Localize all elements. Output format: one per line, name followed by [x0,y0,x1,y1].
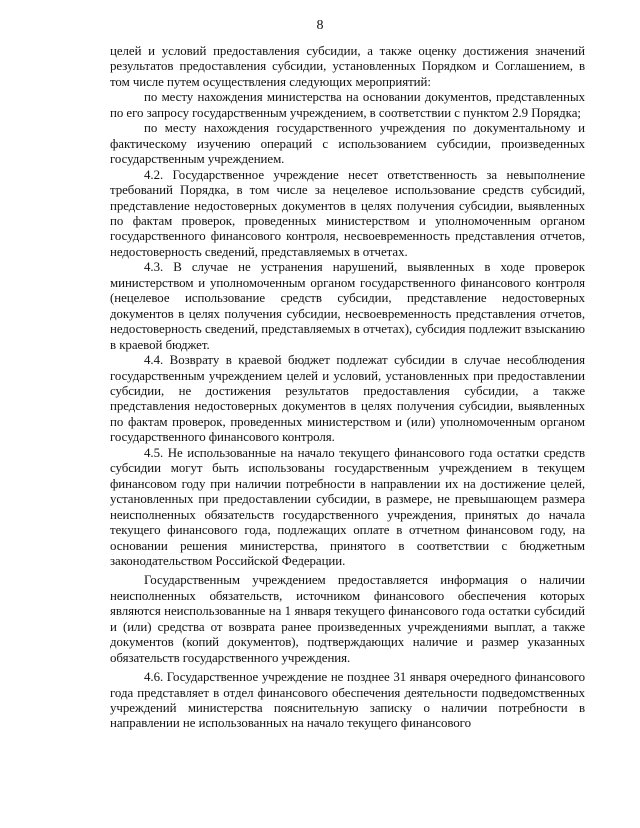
paragraph-control-intro: целей и условий предоставления субсидии, а также оценку достижения значений результатов предоставления субсидии, установленных Порядком и Соглашением, в том числе путем осуществления следующих мероприятий: [110,44,585,89]
paragraph-4-2: 4.2. Государственное учреждение несет ответственность за невыполнение требований Порядка, в том числе за нецелевое использование средств субсидий, представление недостоверных документов в целях получения субсидии, выявленных по фактам проверок, проведенных министерством и уполномоченным органом государственного финансового контроля, несвоевременность представления отчетов, недостоверность сведений, представляемых в отчетах. [110,167,585,259]
paragraph-institution-location: по месту нахождения государственного учреждения по документальному и фактическому изучению операций с использованием субсидии, произведенных государственным учреждением. [110,121,585,167]
paragraph-obligations-info: Государственным учреждением предоставляется информация о наличии неисполненных обязательств, источником финансового обеспечения которых являются неиспользованные на 1 января текущего финансового года остатки субсидий и (или) средства от возврата ранее произведенных учреждениями выплат, а также документов (копий документов), подтверждающих наличие и размер указанных обязательств государственного учреждения. [110,573,585,665]
paragraph-4-4: 4.4. Возврату в краевой бюджет подлежат субсидии в случае несоблюдения государственным учреждением целей и условий, установленных при предоставлении субсидии, не достижения результатов предоставления субсидии, а также представления недостоверных документов в целях получения субсидии, выявленных по фактам проверок, проведенных министерством и (или) уполномоченным органом государственного финансового контроля. [110,353,585,445]
page-number: 8 [316,18,324,33]
paragraph-4-5: 4.5. Не использованные на начало текущего финансового года остатки средств субсидии могут быть использованы государственным учреждением в текущем финансовом году при наличии потребности в направлении их на достижение целей, установленных при предоставлении субсидии, в размере, не превышающем размера неисполненных обязательств государственного учреждения, принятых до начала текущего финансового года, подлежащих оплате в отчетном финансовом году, на основании решения министерства, принятого в соответствии с бюджетным законодательством Российской Федерации. [110,445,585,568]
paragraph-4-3: 4.3. В случае не устранения нарушений, выявленных в ходе проверок министерством и уполномоченным органом государственного финансового контроля (нецелевое использование средств субсидии, представление недостоверных документов в целях получения субсидии, несвоевременность представления отчетов, недостоверность сведений, представляемых в отчетах), субсидия подлежит взысканию в краевой бюджет. [110,260,585,352]
paragraph-ministry-location: по месту нахождения министерства на основании документов, представленных по его запросу государственным учреждением, в соответствии с пунктом 2.9 Порядка; [110,90,585,120]
document-body [110,44,585,732]
paragraph-4-6: 4.6. Государственное учреждение не позднее 31 января очередного финансового года представляет в отдел финансового обеспечения деятельности подведомственных учреждений министерства пояснительную записку о наличии потребности в направлении не использованных на начало текущего финансового [110,670,585,731]
